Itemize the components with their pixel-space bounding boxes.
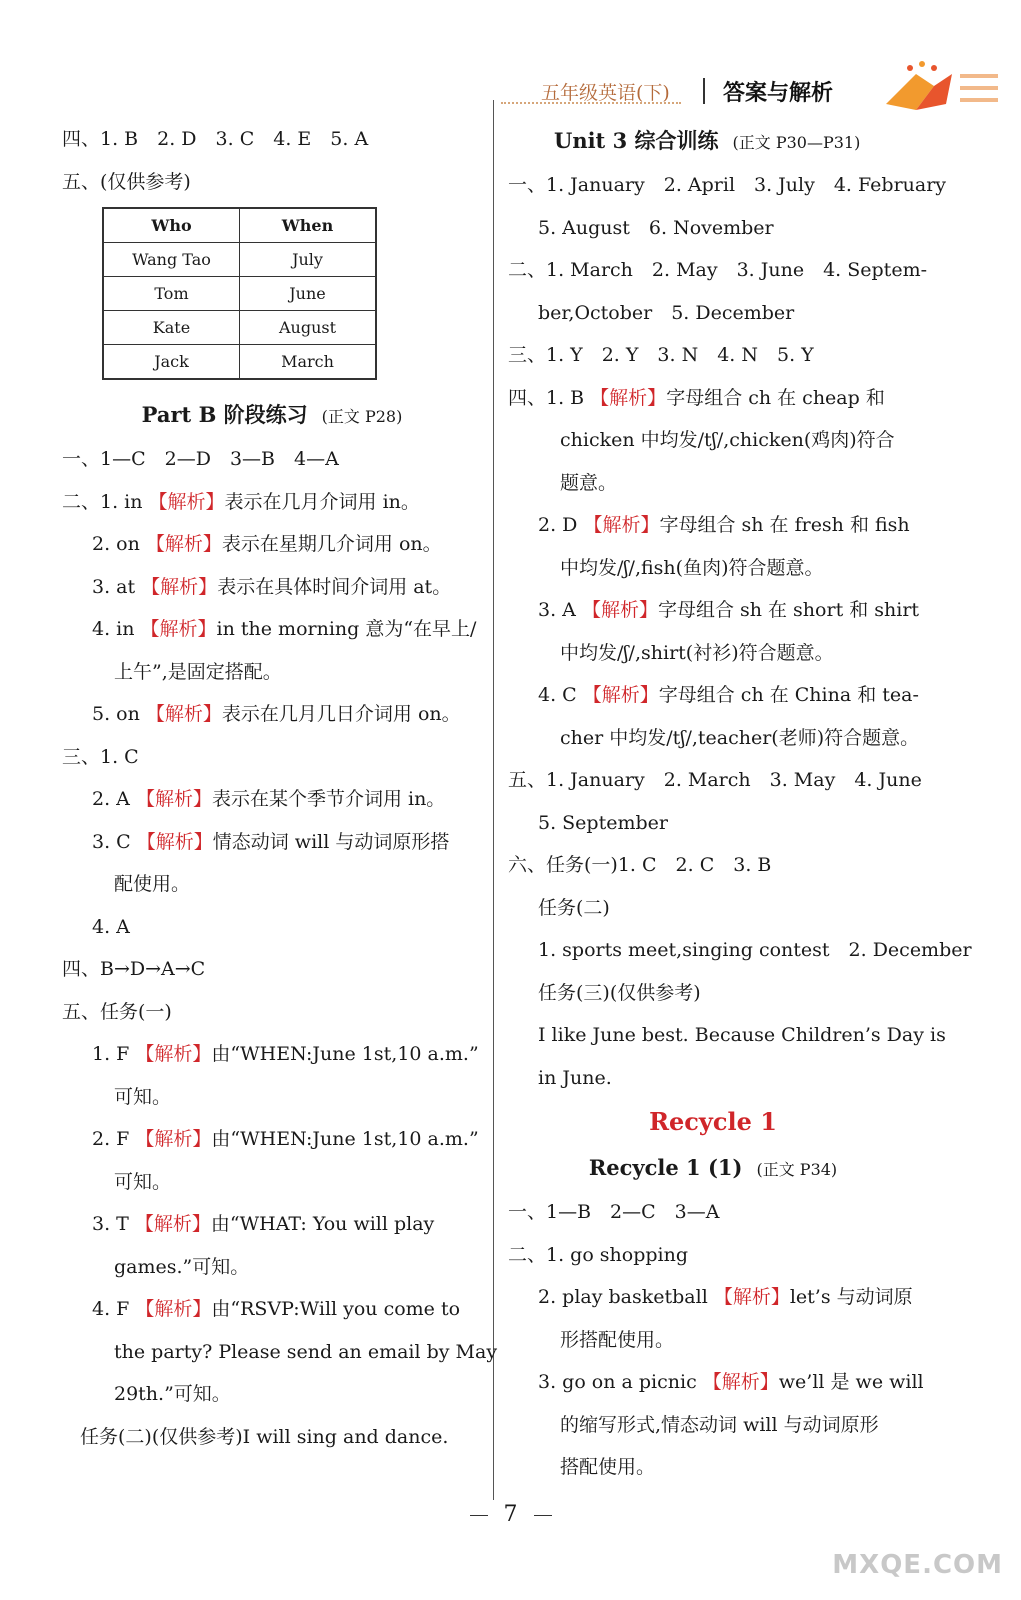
analysis-tag: 【解析】 <box>590 386 667 409</box>
table-row <box>103 277 376 311</box>
analysis-text: 表示在具体时间介词用 at。 <box>217 575 452 598</box>
answer-line: in June. <box>538 1066 612 1089</box>
answer-line <box>508 504 918 547</box>
answer-line: 任务(二)(仅供参考)I will sing and dance. <box>80 1425 449 1448</box>
answer-line: 可知。 <box>114 1085 172 1108</box>
analysis-tag: 【解析】 <box>136 830 213 853</box>
analysis-text: 表示在几月介词用 in。 <box>224 490 420 513</box>
answer-line: 任务(二) <box>538 896 610 919</box>
analysis-tag: 【解析】 <box>145 533 222 555</box>
analysis-text: 字母组合 ch 在 China 和 tea- <box>658 684 919 706</box>
answer-key: 1. F <box>92 1043 136 1065</box>
answer-line: 搭配使用。 <box>560 1456 656 1478</box>
answer-line: 一、1—B 2—C 3—A <box>508 1201 720 1223</box>
column-divider <box>493 100 494 1500</box>
analysis-tag: 【解析】 <box>581 599 658 621</box>
analysis-text: 字母组合 sh 在 short 和 shirt <box>657 599 920 621</box>
section-title: Unit 3 综合训练 <box>554 128 719 153</box>
analysis-text: 由“WHEN:June 1st,10 a.m.” <box>211 1043 479 1065</box>
answer-key: 3. at <box>92 575 142 598</box>
answer-line <box>508 1276 918 1319</box>
answer-line: 中均发/ʃ/,shirt(衬衫)符合题意。 <box>560 641 834 664</box>
table-row <box>103 311 376 345</box>
answer-line <box>62 608 482 651</box>
analysis-tag: 【解析】 <box>713 1286 790 1308</box>
table-cell: June <box>240 277 377 311</box>
answer-line: 四、1. B 2. D 3. C 4. E 5. A <box>62 128 369 150</box>
book-logo-icon <box>876 60 1001 112</box>
section-heading <box>508 118 918 164</box>
answer-key: 4. F <box>92 1298 136 1320</box>
analysis-tag: 【解析】 <box>702 1371 779 1393</box>
answer-key: 3. T <box>92 1213 135 1235</box>
answer-key: 4. in <box>92 618 141 640</box>
answer-line <box>508 377 918 420</box>
answer-line <box>62 821 482 864</box>
page-number-value: 7 <box>503 1502 518 1527</box>
section-ref: (正文 P30—P31) <box>732 133 861 152</box>
answer-line: 二、1. March 2. May 3. June 4. Septem- <box>508 259 928 281</box>
table-header-row <box>103 208 376 243</box>
answer-key: 四、1. B <box>508 386 591 409</box>
answer-key: 2. on <box>92 533 146 555</box>
table-row <box>103 345 376 380</box>
analysis-text: 表示在几月几日介词用 on。 <box>221 703 461 725</box>
section-heading-recycle: Recycle 1 <box>649 1107 777 1136</box>
section-ref: (正文 P34) <box>756 1160 838 1179</box>
answer-line: 4. A <box>92 915 130 938</box>
table-cell: Wang Tao <box>103 243 240 277</box>
answer-line: chicken 中均发/tʃ/,chicken(鸡肉)符合 <box>560 429 895 451</box>
analysis-text: 由“WHAT: You will play <box>210 1213 435 1235</box>
answer-line <box>62 1288 482 1331</box>
answer-line <box>62 778 482 821</box>
answer-line: 一、1. January 2. April 3. July 4. February <box>508 174 947 196</box>
analysis-text: in the morning 意为“在早上/ <box>216 618 477 640</box>
answer-line: 配使用。 <box>114 873 191 895</box>
answer-line: 的缩写形式,情态动词 will 与动词原形 <box>560 1413 879 1436</box>
analysis-tag: 【解析】 <box>148 490 225 513</box>
answer-line <box>62 566 482 609</box>
analysis-tag: 【解析】 <box>583 514 660 536</box>
page-header <box>501 72 1001 122</box>
answer-line: 三、1. Y 2. Y 3. N 4. N 5. Y <box>508 344 814 366</box>
watermark-text: MXQE.COM <box>832 1550 1003 1580</box>
answer-line <box>62 1118 482 1161</box>
table-cell: Tom <box>103 277 240 311</box>
answer-line: 中均发/ʃ/,fish(鱼肉)符合题意。 <box>560 556 824 579</box>
answer-key: 2. play basketball <box>538 1286 714 1308</box>
answer-line: cher 中均发/tʃ/,teacher(老师)符合题意。 <box>560 726 920 749</box>
answer-line: 1. sports meet,singing contest 2. December <box>538 939 972 961</box>
header-title: 答案与解析 <box>723 80 834 106</box>
answer-line: 四、B→D→A→C <box>62 958 206 980</box>
left-column <box>62 118 498 1458</box>
analysis-tag: 【解析】 <box>135 1043 212 1065</box>
answer-line <box>508 1361 924 1404</box>
answer-key: 二、1. in <box>62 490 149 513</box>
answer-line <box>508 674 918 717</box>
analysis-text: let’s 与动词原 <box>789 1286 913 1308</box>
answer-line <box>508 589 918 632</box>
analysis-text: 字母组合 sh 在 fresh 和 fish <box>659 514 910 536</box>
table-header-cell: Who <box>103 208 240 243</box>
analysis-tag: 【解析】 <box>135 1128 212 1150</box>
header-separator <box>703 78 705 104</box>
answer-line <box>62 1033 482 1076</box>
answer-key: 2. F <box>92 1128 136 1150</box>
answer-line <box>62 523 482 566</box>
table-cell: Kate <box>103 311 240 345</box>
analysis-tag: 【解析】 <box>145 703 222 725</box>
answer-line: the party? Please send an email by May <box>114 1340 498 1363</box>
answer-line: 可知。 <box>114 1170 172 1193</box>
header-subject: 五年级英语(下) <box>541 82 670 104</box>
answer-line: 任务(三)(仅供参考) <box>538 981 701 1004</box>
analysis-text: 由“RSVP:Will you come to <box>211 1298 461 1320</box>
watermark <box>813 1512 1003 1580</box>
analysis-text: 情态动词 will 与动词原形搭 <box>212 830 450 853</box>
answer-line: 5. September <box>538 811 668 834</box>
who-when-table <box>102 207 377 380</box>
answer-key: 5. on <box>92 703 146 725</box>
answer-line: 六、任务(一)1. C 2. C 3. B <box>508 854 772 876</box>
answer-line: 一、1—C 2—D 3—B 4—A <box>62 448 339 470</box>
table-cell: July <box>240 243 377 277</box>
section-title: Part B 阶段练习 <box>141 402 308 427</box>
answer-line: 三、1. C <box>62 745 139 768</box>
table-cell: Jack <box>103 345 240 380</box>
answer-line: 形搭配使用。 <box>560 1328 675 1351</box>
right-column <box>508 118 972 1489</box>
analysis-text: 表示在某个季节介词用 in。 <box>211 788 446 810</box>
answer-key: 2. A <box>92 788 136 810</box>
page-number-dash <box>534 1515 552 1516</box>
table-cell: March <box>240 345 377 380</box>
answer-table-wrap <box>62 203 482 392</box>
answer-key: 3. C <box>92 830 137 853</box>
answer-line: 5. August 6. November <box>538 216 774 239</box>
answer-key: 4. C <box>538 684 583 706</box>
answer-line: 二、1. go shopping <box>508 1243 689 1266</box>
section-title: Recycle 1 (1) <box>588 1155 743 1180</box>
answer-line: 题意。 <box>560 471 618 494</box>
answer-key: 3. go on a picnic <box>538 1371 703 1393</box>
section-heading <box>62 392 482 438</box>
answer-line: ber,October 5. December <box>538 301 795 324</box>
analysis-text: 由“WHEN:June 1st,10 a.m.” <box>211 1128 479 1150</box>
analysis-tag: 【解析】 <box>135 1298 212 1320</box>
table-header-cell: When <box>240 208 377 243</box>
analysis-tag: 【解析】 <box>135 788 212 810</box>
table-row <box>103 243 376 277</box>
table-cell: August <box>240 311 377 345</box>
analysis-text: 表示在星期几介词用 on。 <box>221 533 442 555</box>
analysis-tag: 【解析】 <box>134 1213 211 1235</box>
answer-line: I like June best. Because Children’s Day is <box>538 1024 946 1046</box>
answer-line: 上午”,是固定搭配。 <box>114 660 282 683</box>
answer-line: 五、任务(一) <box>62 1000 172 1023</box>
analysis-tag: 【解析】 <box>141 575 218 598</box>
answer-line <box>62 1203 482 1246</box>
page-number-dash <box>470 1515 488 1516</box>
analysis-tag: 【解析】 <box>582 684 659 706</box>
answer-line: 五、(仅供参考) <box>62 170 191 193</box>
answer-line: 五、1. January 2. March 3. May 4. June <box>508 769 922 791</box>
analysis-tag: 【解析】 <box>140 618 217 640</box>
answer-line <box>62 481 482 524</box>
answer-line: games.”可知。 <box>114 1255 250 1278</box>
analysis-text: 字母组合 ch 在 cheap 和 <box>666 386 885 409</box>
answer-line: 29th.”可知。 <box>114 1383 231 1405</box>
answer-key: 2. D <box>538 514 584 536</box>
section-ref: (正文 P28) <box>321 407 403 426</box>
answer-key: 3. A <box>538 599 582 621</box>
analysis-text: we’ll 是 we will <box>778 1371 924 1393</box>
section-heading <box>508 1145 918 1191</box>
answer-line <box>62 693 482 736</box>
